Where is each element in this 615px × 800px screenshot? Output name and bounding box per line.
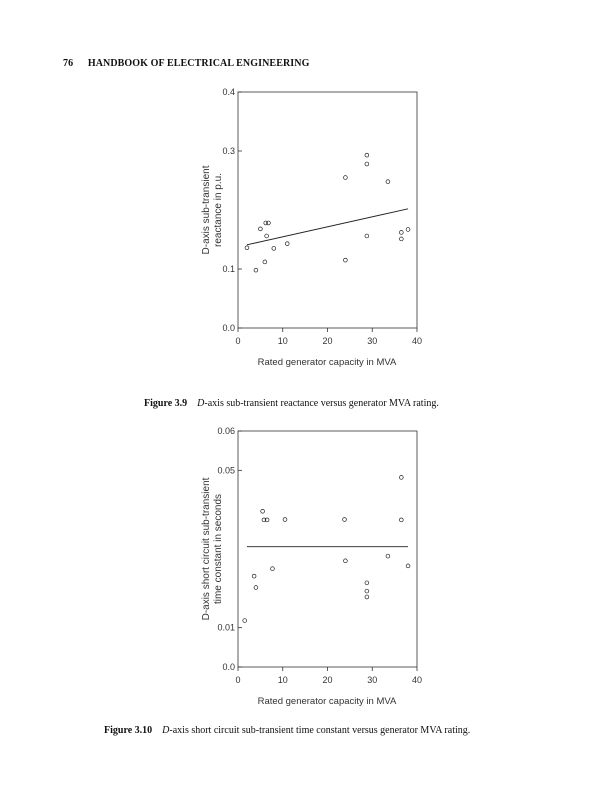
data-point: [406, 228, 410, 232]
chart-time-constant: [201, 426, 422, 707]
data-point: [272, 246, 276, 250]
figure-caption-3-9: [144, 398, 439, 409]
data-point: [283, 518, 287, 522]
y-axis-title: [201, 165, 224, 254]
x-tick-label: 10: [277, 675, 288, 685]
data-point: [267, 221, 271, 225]
x-tick-label: 20: [322, 336, 333, 346]
data-point: [271, 567, 275, 571]
x-tick-label: 30: [367, 675, 378, 685]
data-point: [265, 234, 269, 238]
data-point: [344, 176, 348, 180]
x-tick-label: 10: [277, 336, 288, 346]
data-point: [343, 518, 347, 522]
y-tick-label: 0.3: [222, 146, 235, 156]
data-point: [365, 153, 369, 157]
data-point: [365, 234, 369, 238]
y-tick-label: 0.0: [222, 323, 235, 333]
data-point: [254, 586, 258, 590]
data-point: [365, 581, 369, 585]
y-axis-title-line2: reactance in p.u.: [213, 173, 224, 247]
y-axis-title: [201, 477, 224, 620]
y-axis-title-line1: D-axis sub-transient: [201, 165, 212, 255]
data-point: [243, 619, 247, 623]
data-point: [261, 509, 265, 513]
x-tick-label: 0: [235, 336, 241, 346]
y-tick-label: 0.1: [222, 264, 235, 274]
y-tick-label: 0.0: [222, 662, 235, 672]
data-point: [245, 246, 249, 250]
chart-reactance: [201, 87, 422, 368]
data-point: [365, 589, 369, 593]
data-point: [252, 574, 256, 578]
y-axis-title-line1: D-axis short circuit sub-transient: [201, 477, 212, 621]
x-tick-label: 0: [235, 675, 241, 685]
x-axis-title: Rated generator capacity in MVA: [257, 357, 397, 368]
x-tick-label: 20: [322, 675, 333, 685]
data-point: [344, 559, 348, 563]
data-point: [399, 476, 403, 480]
caption-text: -axis sub-transient reactance versus generator MVA rating.: [204, 398, 439, 409]
caption-italic: D: [162, 725, 170, 736]
figure-caption-3-10: [104, 725, 470, 736]
data-point: [406, 564, 410, 568]
data-point: [386, 554, 390, 558]
data-point: [399, 518, 403, 522]
caption-italic: D: [197, 398, 205, 409]
data-point: [365, 162, 369, 166]
data-point: [258, 227, 262, 231]
page-number: 76: [63, 58, 74, 69]
plot-frame: [238, 431, 417, 667]
caption-text: -axis short circuit sub-transient time constant versus generator MVA rating.: [169, 725, 471, 736]
data-point: [263, 260, 267, 264]
data-point: [344, 258, 348, 262]
y-tick-label: 0.4: [222, 87, 235, 97]
x-tick-label: 40: [411, 336, 423, 346]
x-axis-title: Rated generator capacity in MVA: [257, 696, 397, 707]
data-point: [285, 242, 289, 246]
figure-label: Figure 3.9: [144, 398, 188, 409]
data-point: [386, 180, 390, 184]
trend-line: [247, 209, 408, 245]
y-tick-label: 0.06: [217, 426, 235, 436]
x-tick-label: 40: [411, 675, 423, 685]
running-title: HANDBOOK OF ELECTRICAL ENGINEERING: [87, 58, 310, 69]
figure-label: Figure 3.10: [104, 725, 153, 736]
y-tick-label: 0.05: [217, 465, 235, 476]
y-axis-title-line2: time constant in seconds: [213, 493, 224, 605]
data-point: [365, 595, 369, 599]
plot-frame: [238, 92, 417, 328]
data-point: [399, 231, 403, 235]
x-tick-label: 30: [367, 336, 378, 346]
data-point: [254, 268, 258, 272]
y-tick-label: 0.01: [217, 622, 235, 633]
data-point: [399, 237, 403, 241]
